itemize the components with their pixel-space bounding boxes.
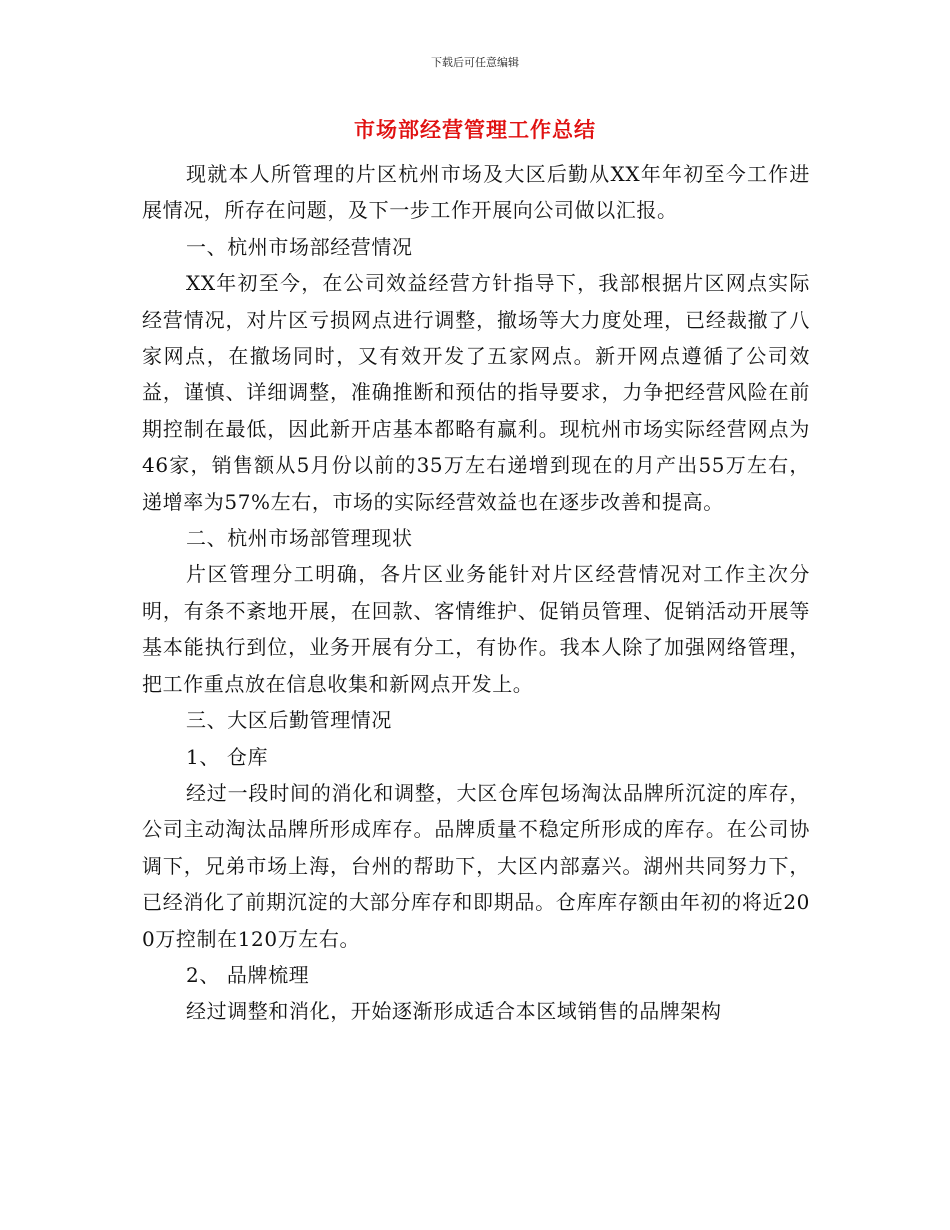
subheading-brand: 2、 品牌梳理 [186, 962, 310, 987]
section-heading-2: 二、杭州市场部管理现状 [186, 526, 413, 551]
paragraph-warehouse: 经过一段时间的消化和调整，大区仓库包场淘汰品牌所沉淀的库存，公司主动淘汰品牌所形成库存。品牌质量不稳定所形成的库存。在公司协调下，兄弟市场上海，台州的帮助下，大区内部嘉兴。湖州共同努力下，已经消化了前期沉淀的大部分库存和即期品。仓库库存额由年初的将近200万控制在120万左右。 [142, 780, 810, 951]
document-title: 市场部经营管理工作总结 [354, 117, 596, 142]
subheading-warehouse: 1、 仓库 [186, 744, 269, 769]
section-heading-3: 三、大区后勤管理情况 [186, 708, 392, 733]
paragraph-operations: XX年初至今，在公司效益经营方针指导下，我部根据片区网点实际经营情况，对片区亏损网点进行调整，撤场等大力度处理，已经裁撤了八家网点，在撤场同时，又有效开发了五家网点。新开网点遵循了公司效益，谨慎、详细调整，准确推断和预估的指导要求，力争把经营风险在前期控制在最低，因此新开店基本都略有赢利。现杭州市场实际经营网点为46家，销售额从5月份以前的35万左右递增到现在的月产出55万左右，递增率为57%左右，市场的实际经营效益也在逐步改善和提高。 [142, 271, 810, 514]
paragraph-brand: 经过调整和消化，开始逐渐形成适合本区域销售的品牌架构 [186, 999, 722, 1024]
paragraph-intro: 现就本人所管理的片区杭州市场及大区后勤从XX年年初至今工作进展情况，所存在问题，及下一步工作开展向公司做以汇报。 [142, 162, 810, 223]
header-note: 下载后可任意编辑 [431, 56, 519, 69]
section-heading-1: 一、杭州市场部经营情况 [186, 234, 413, 259]
paragraph-management: 片区管理分工明确，各片区业务能针对片区经营情况对工作主次分明，有条不紊地开展，在回款、客情维护、促销员管理、促销活动开展等基本能执行到位，业务开展有分工，有协作。我本人除了加强网络管理，把工作重点放在信息收集和新网点开发上。 [142, 562, 810, 696]
document-body [142, 156, 810, 1030]
